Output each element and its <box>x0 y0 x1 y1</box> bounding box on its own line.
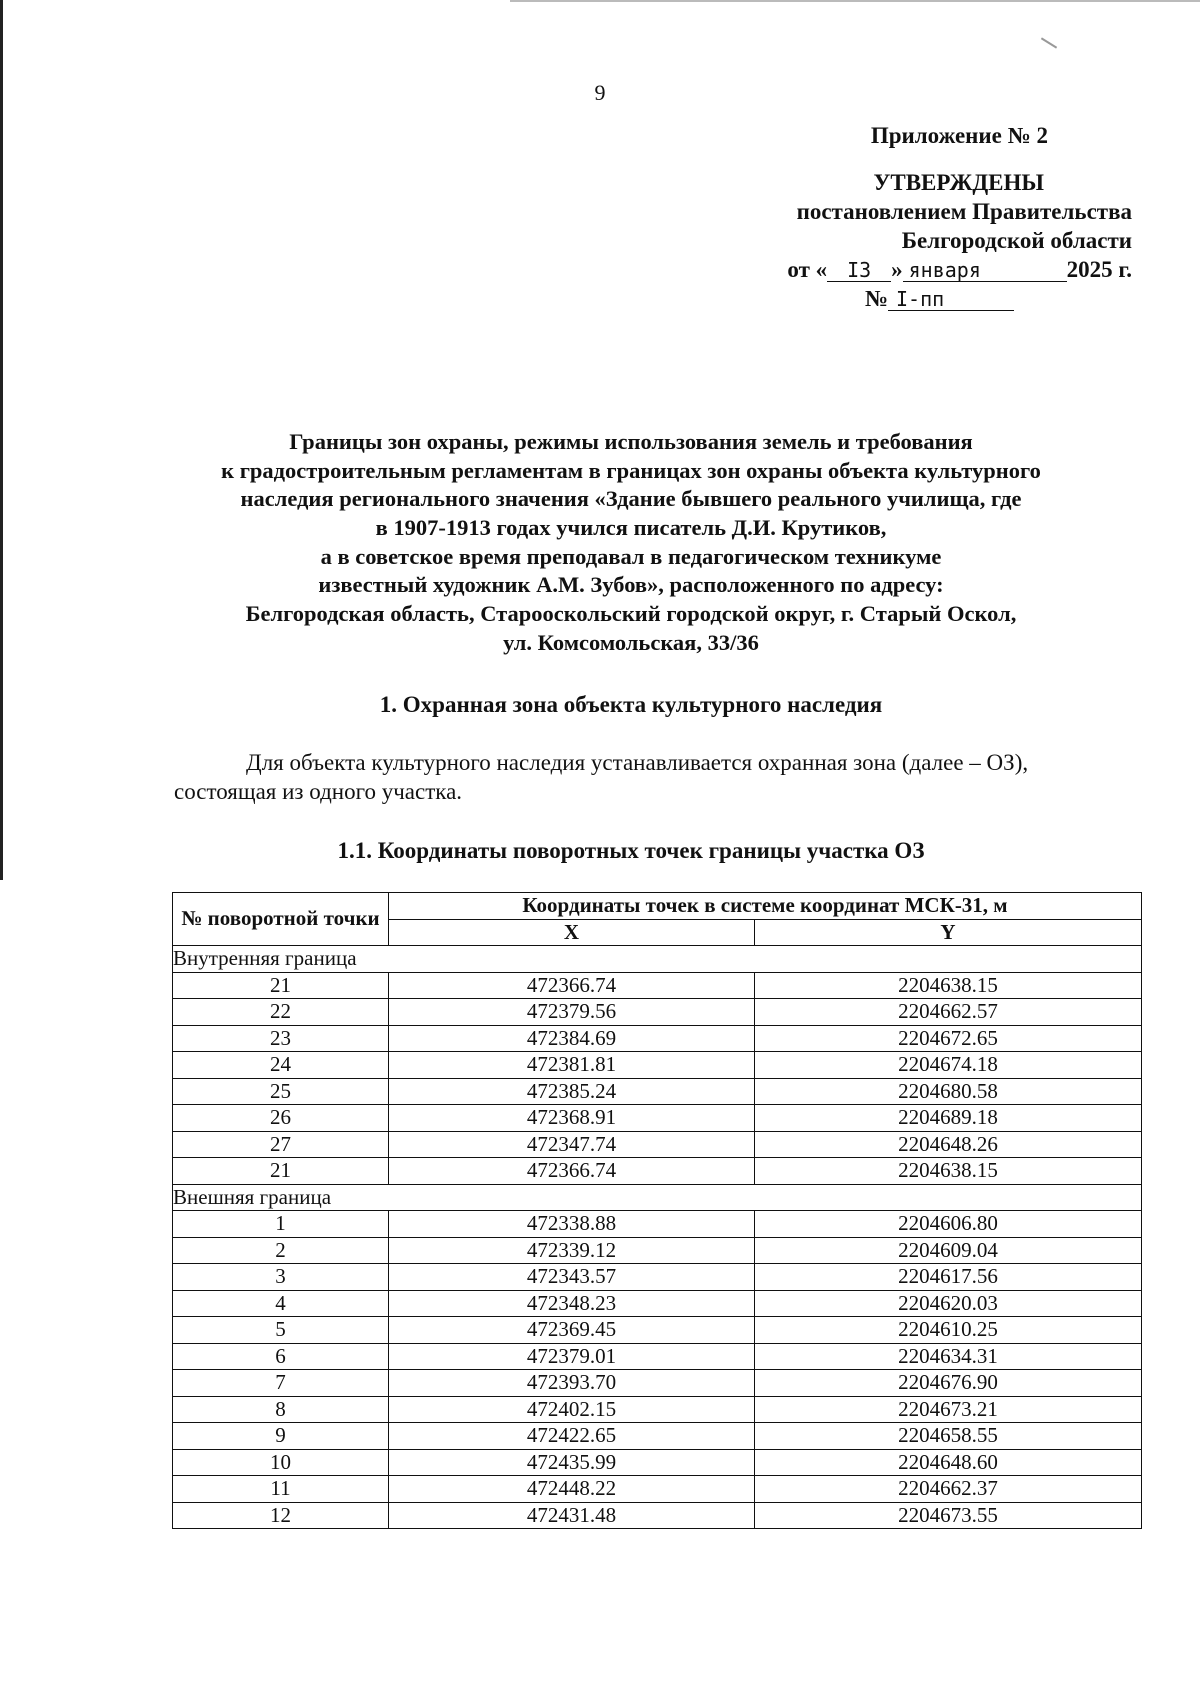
scan-mark <box>1041 37 1057 48</box>
cell-point: 23 <box>173 1025 389 1052</box>
table-row <box>173 1449 1142 1476</box>
paragraph-text-1: Для объекта культурного наследия устанавливается охранная зона (далее – ОЗ), <box>246 750 1029 775</box>
cell-x: 472431.48 <box>389 1502 755 1529</box>
cell-point: 3 <box>173 1264 389 1291</box>
header-x: X <box>389 919 755 946</box>
title-line: в 1907-1913 годах учился писатель Д.И. Крутиков, <box>375 515 887 541</box>
table-row <box>173 1476 1142 1503</box>
table-body <box>173 946 1142 1529</box>
table-row <box>173 1396 1142 1423</box>
title-line: Границы зон охраны, режимы использования земель и требования <box>289 429 973 454</box>
cell-point: 2 <box>173 1237 389 1264</box>
cell-y: 2204634.31 <box>755 1343 1142 1370</box>
cell-y: 2204610.25 <box>755 1317 1142 1344</box>
cell-x: 472366.74 <box>389 1158 755 1185</box>
table-row <box>173 1105 1142 1132</box>
cell-x: 472338.88 <box>389 1211 755 1238</box>
cell-x: 472435.99 <box>389 1449 755 1476</box>
cell-x: 472339.12 <box>389 1237 755 1264</box>
title-line: к градостроительным регламентам в границах зон охраны объекта культурного <box>221 457 1041 483</box>
cell-point: 9 <box>173 1423 389 1450</box>
table-row <box>173 1423 1142 1450</box>
table-row <box>173 1502 1142 1529</box>
cell-point: 21 <box>173 972 389 999</box>
cell-x: 472402.15 <box>389 1396 755 1423</box>
approval-date <box>712 256 1132 285</box>
table-row <box>173 1025 1142 1052</box>
cell-y: 2204658.55 <box>755 1423 1142 1450</box>
table-row <box>173 999 1142 1026</box>
date-mid: » <box>891 256 903 282</box>
header-y: Y <box>755 919 1142 946</box>
cell-y: 2204676.90 <box>755 1370 1142 1397</box>
title-line: а в советское время преподавал в педагогическом техникуме <box>320 543 942 569</box>
cell-x: 472366.74 <box>389 972 755 999</box>
scan-top-edge <box>510 0 1200 2</box>
header-coords: Координаты точек в системе координат МСК-31, м <box>389 893 1142 920</box>
cell-x: 472368.91 <box>389 1105 755 1132</box>
table-row <box>173 972 1142 999</box>
table-row <box>173 1211 1142 1238</box>
table-row <box>173 1131 1142 1158</box>
cell-x: 472385.24 <box>389 1078 755 1105</box>
section-paragraph <box>174 748 1174 807</box>
cell-point: 5 <box>173 1317 389 1344</box>
cell-point: 26 <box>173 1105 389 1132</box>
cell-point: 1 <box>173 1211 389 1238</box>
approved-by-line-1: постановлением Правительства <box>796 198 1132 224</box>
approved-heading: УТВЕРЖДЕНЫ <box>873 169 1044 195</box>
table-row <box>173 1370 1142 1397</box>
cell-x: 472379.01 <box>389 1343 755 1370</box>
cell-point: 21 <box>173 1158 389 1185</box>
cell-point: 24 <box>173 1052 389 1079</box>
date-day: I3 <box>827 260 891 282</box>
cell-point: 12 <box>173 1502 389 1529</box>
cell-x: 472347.74 <box>389 1131 755 1158</box>
table-row <box>173 1158 1142 1185</box>
title-line: Белгородская область, Старооскольский городской округ, г. Старый Оскол, <box>245 601 1017 627</box>
group-label: Внешняя граница <box>173 1184 1142 1211</box>
cell-y: 2204620.03 <box>755 1290 1142 1317</box>
paragraph-line-2: состоящая из одного участка. <box>174 779 463 805</box>
cell-y: 2204662.57 <box>755 999 1142 1026</box>
cell-x: 472422.65 <box>389 1423 755 1450</box>
table-row <box>173 1052 1142 1079</box>
cell-y: 2204672.65 <box>755 1025 1142 1052</box>
group-label: Внутренняя граница <box>173 946 1142 973</box>
cell-point: 25 <box>173 1078 389 1105</box>
approval-stamp <box>712 122 1132 314</box>
date-prefix: от « <box>787 256 828 282</box>
coordinates-table <box>172 892 1142 1529</box>
date-year: 2025 г. <box>1066 256 1132 282</box>
cell-point: 11 <box>173 1476 389 1503</box>
cell-x: 472348.23 <box>389 1290 755 1317</box>
cell-y: 2204673.55 <box>755 1502 1142 1529</box>
table-row <box>173 1078 1142 1105</box>
approved-by-line-2: Белгородской области <box>901 227 1132 253</box>
cell-y: 2204638.15 <box>755 1158 1142 1185</box>
cell-y: 2204648.60 <box>755 1449 1142 1476</box>
cell-point: 27 <box>173 1131 389 1158</box>
table-heading: 1.1. Координаты поворотных точек границы участка ОЗ <box>337 838 925 863</box>
cell-y: 2204638.15 <box>755 972 1142 999</box>
cell-x: 472448.22 <box>389 1476 755 1503</box>
cell-y: 2204689.18 <box>755 1105 1142 1132</box>
cell-x: 472343.57 <box>389 1264 755 1291</box>
number-prefix: № <box>864 285 888 311</box>
paragraph-line-1 <box>174 748 1174 777</box>
cell-point: 8 <box>173 1396 389 1423</box>
cell-y: 2204673.21 <box>755 1396 1142 1423</box>
cell-y: 2204674.18 <box>755 1052 1142 1079</box>
number-value: I-пп <box>888 289 1014 311</box>
cell-point: 4 <box>173 1290 389 1317</box>
section-heading: 1. Охранная зона объекта культурного наследия <box>379 692 883 717</box>
cell-point: 7 <box>173 1370 389 1397</box>
cell-point: 10 <box>173 1449 389 1476</box>
cell-x: 472393.70 <box>389 1370 755 1397</box>
cell-y: 2204609.04 <box>755 1237 1142 1264</box>
cell-x: 472379.56 <box>389 999 755 1026</box>
scan-left-edge <box>0 0 3 880</box>
table-row <box>173 1264 1142 1291</box>
cell-y: 2204662.37 <box>755 1476 1142 1503</box>
document-title <box>100 428 1162 658</box>
cell-x: 472381.81 <box>389 1052 755 1079</box>
page-number: 9 <box>594 80 606 105</box>
cell-y: 2204680.58 <box>755 1078 1142 1105</box>
cell-y: 2204617.56 <box>755 1264 1142 1291</box>
title-line: ул. Комсомольская, 33/36 <box>503 629 759 655</box>
cell-point: 6 <box>173 1343 389 1370</box>
date-month: января <box>903 260 1067 282</box>
group-row <box>173 1184 1142 1211</box>
cell-x: 472384.69 <box>389 1025 755 1052</box>
title-line: наследия регионального значения «Здание бывшего реального училища, где <box>240 486 1022 512</box>
cell-y: 2204606.80 <box>755 1211 1142 1238</box>
header-point: № поворотной точки <box>173 893 389 946</box>
approval-number <box>712 285 1014 314</box>
table-row <box>173 1317 1142 1344</box>
cell-point: 22 <box>173 999 389 1026</box>
table-row <box>173 1290 1142 1317</box>
title-line: известный художник А.М. Зубов», расположенного по адресу: <box>318 572 944 598</box>
group-row <box>173 946 1142 973</box>
table-row <box>173 1237 1142 1264</box>
cell-x: 472369.45 <box>389 1317 755 1344</box>
table-row <box>173 1343 1142 1370</box>
appendix-label: Приложение № 2 <box>870 123 1048 148</box>
cell-y: 2204648.26 <box>755 1131 1142 1158</box>
